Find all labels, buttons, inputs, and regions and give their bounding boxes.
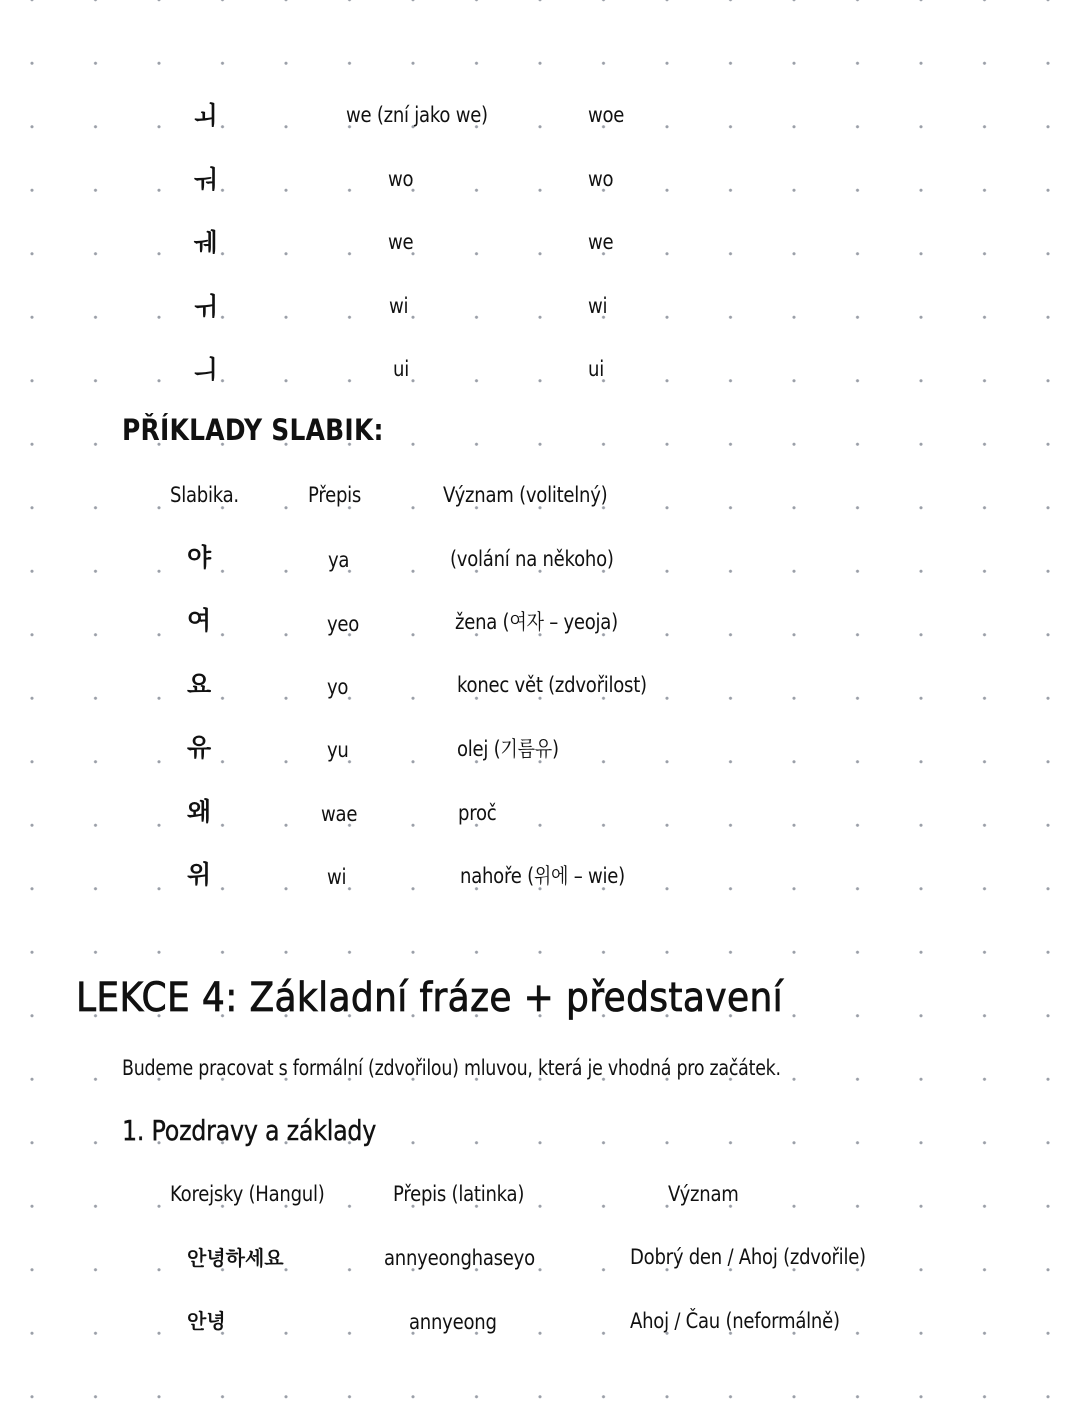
vowel-sound: we (zní jako we) bbox=[346, 103, 488, 127]
vowel-romanization: wi bbox=[588, 294, 608, 318]
column-header-syllable: Slabika. bbox=[170, 483, 239, 507]
syllable-transcription: yo bbox=[327, 675, 349, 699]
phrase-korean: 안녕 bbox=[187, 1309, 226, 1333]
syllable: 요 bbox=[187, 670, 212, 699]
syllable: 유 bbox=[187, 733, 212, 762]
vowel-jamo: ㅚ bbox=[193, 101, 218, 130]
syllable-meaning: (volání na někoho) bbox=[450, 547, 614, 571]
vowel-sound: wi bbox=[389, 294, 409, 318]
syllable-meaning: žena (여자 – yeoja) bbox=[455, 610, 618, 634]
section-title: PŘÍKLADY SLABIK: bbox=[122, 413, 384, 447]
column-header-meaning: Význam bbox=[668, 1182, 739, 1206]
vowel-romanization: we bbox=[588, 230, 614, 254]
syllable-transcription: yu bbox=[327, 738, 349, 762]
syllable-transcription: yeo bbox=[327, 612, 360, 636]
lesson-intro: Budeme pracovat s formální (zdvořilou) mluvou, která je vhodná pro začátek. bbox=[122, 1056, 781, 1080]
syllable-meaning: nahoře (위에 – wie) bbox=[460, 864, 625, 888]
vowel-romanization: wo bbox=[588, 167, 614, 191]
vowel-sound: we bbox=[388, 230, 414, 254]
vowel-jamo: ㅝ bbox=[193, 165, 218, 194]
column-header-korean: Korejsky (Hangul) bbox=[170, 1182, 325, 1206]
vowel-sound: wo bbox=[388, 167, 414, 191]
column-header-transcription: Přepis bbox=[308, 483, 362, 507]
vowel-romanization: ui bbox=[588, 357, 604, 381]
syllable: 여 bbox=[187, 606, 212, 635]
vowel-jamo: ㅟ bbox=[193, 292, 218, 321]
syllable-transcription: wae bbox=[321, 802, 358, 826]
syllable: 왜 bbox=[187, 797, 212, 826]
vowel-romanization: woe bbox=[588, 103, 625, 127]
phrase-meaning: Dobrý den / Ahoj (zdvořile) bbox=[630, 1245, 866, 1269]
syllable-meaning: konec vět (zdvořilost) bbox=[457, 673, 647, 697]
syllable-transcription: wi bbox=[327, 865, 347, 889]
vowel-sound: ui bbox=[393, 357, 409, 381]
phrase-korean: 안녕하세요 bbox=[187, 1246, 284, 1270]
vowel-jamo: ㅞ bbox=[193, 228, 218, 257]
syllable: 위 bbox=[187, 860, 212, 889]
syllable: 야 bbox=[187, 543, 212, 572]
phrase-transcription: annyeonghaseyo bbox=[384, 1246, 535, 1270]
section-heading: 1. Pozdravy a základy bbox=[122, 1114, 377, 1147]
column-header-transcription: Přepis (latinka) bbox=[393, 1182, 525, 1206]
syllable-transcription: ya bbox=[328, 548, 350, 572]
lesson-title: LEKCE 4: Základní fráze + představení bbox=[76, 975, 784, 1021]
column-header-meaning: Význam (volitelný) bbox=[443, 483, 608, 507]
vowel-jamo: ㅢ bbox=[193, 355, 218, 384]
phrase-transcription: annyeong bbox=[409, 1310, 497, 1334]
syllable-meaning: olej (기름유) bbox=[457, 737, 559, 761]
syllable-meaning: proč bbox=[458, 801, 497, 825]
phrase-meaning: Ahoj / Čau (neformálně) bbox=[630, 1309, 840, 1333]
